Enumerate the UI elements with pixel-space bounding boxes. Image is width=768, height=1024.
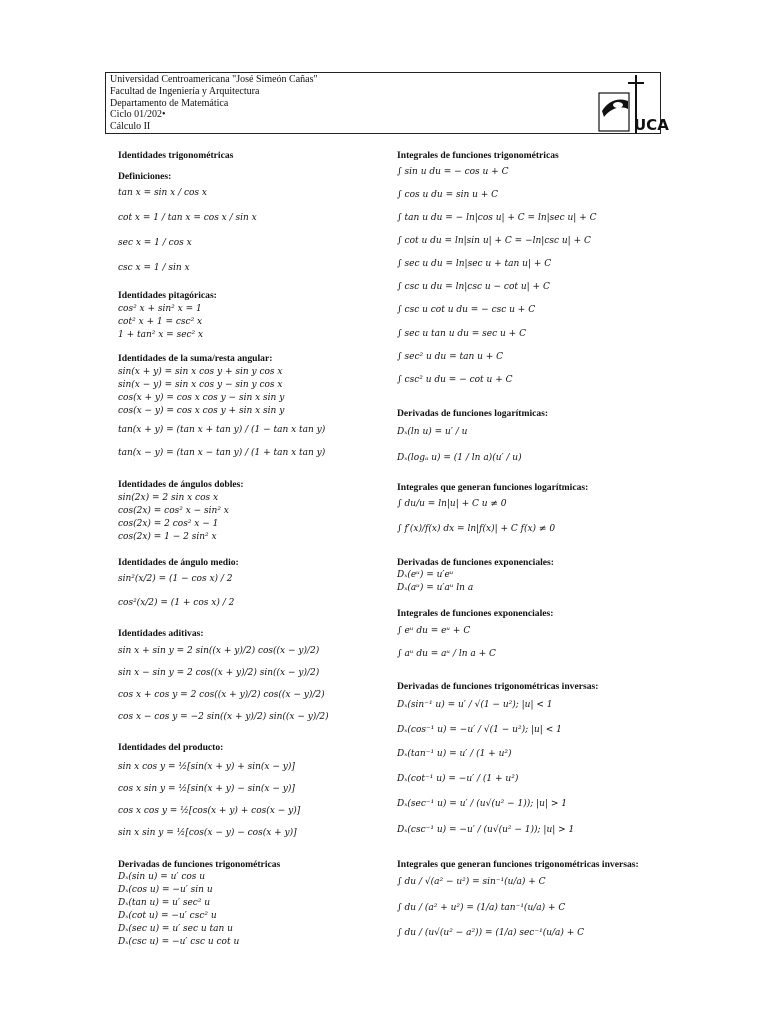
double-identity: cos(2x) = 2 cos² x − 1 — [118, 519, 219, 529]
trig-integral: ∫ sec² u du = tan u + C — [397, 352, 504, 362]
sum-identity: tan(x + y) = (tan x + tan y) / (1 − tan x tan y) — [118, 425, 326, 435]
faculty-name: Facultad de Ingeniería y Arquitectura — [110, 85, 260, 97]
product-title: Identidades del producto: — [118, 742, 224, 753]
exp-derivatives-title: Derivadas de funciones exponenciales: — [397, 557, 554, 568]
sum-identity: cos(x + y) = cos x cos y − sin x sin y — [118, 393, 285, 403]
trig-derivative: Dₓ(csc u) = −u′ csc u cot u — [118, 937, 240, 947]
exp-derivative: Dₓ(eᵘ) = u′eᵘ — [397, 570, 454, 580]
def-tan: tan x = sin x / cos x — [118, 188, 207, 198]
log-integral: ∫ du/u = ln|u| + C u ≠ 0 — [397, 499, 507, 509]
log-derivative: Dₓ(ln u) = u′ / u — [397, 427, 468, 437]
exp-integrals-title: Integrales de funciones exponenciales: — [397, 608, 554, 619]
def-sec: sec x = 1 / cos x — [118, 238, 192, 248]
inverse-trig-integral: ∫ du / (a² + u²) = (1/a) tan⁻¹(u/a) + C — [397, 903, 566, 913]
definitions-title: Definiciones: — [118, 171, 172, 182]
additive-identity: cos x − cos y = −2 sin((x + y)/2) sin((x − y)/2) — [118, 712, 329, 722]
uca-logo-icon — [598, 75, 669, 134]
logo-text: UCA — [634, 116, 669, 134]
double-identity: cos(2x) = cos² x − sin² x — [118, 506, 229, 516]
trig-integral: ∫ sec u tan u du = sec u + C — [397, 329, 526, 339]
exp-integral: ∫ aᵘ du = aᵘ / ln a + C — [397, 649, 496, 659]
trig-derivative: Dₓ(sec u) = u′ sec u tan u — [118, 924, 233, 934]
def-csc: csc x = 1 / sin x — [118, 263, 190, 273]
inverse-trig-integral: ∫ du / (u√(u² − a²)) = (1/a) sec⁻¹(u/a) + C — [397, 928, 585, 938]
additive-identity: sin x + sin y = 2 sin((x + y)/2) cos((x − y)/2) — [118, 646, 320, 656]
cycle-label: Ciclo 01/202• — [110, 109, 166, 121]
department-name: Departamento de Matemática — [110, 97, 229, 109]
inverse-trig-integrals-title: Integrales que generan funciones trigonométricas inversas: — [397, 859, 639, 870]
double-angle-title: Identidades de ángulos dobles: — [118, 479, 244, 490]
trig-derivative: Dₓ(tan u) = u′ sec² u — [118, 898, 211, 908]
sum-identity: sin(x − y) = sin x cos y − sin y cos x — [118, 380, 283, 390]
additive-identity: cos x + cos y = 2 cos((x + y)/2) cos((x − y)/2) — [118, 690, 325, 700]
product-identity: cos x sin y = ½[sin(x + y) − sin(x − y)] — [118, 784, 295, 794]
trig-integrals-title: Integrales de funciones trigonométricas — [397, 150, 559, 161]
institution-block — [110, 74, 318, 133]
sum-identity: tan(x − y) = (tan x − tan y) / (1 + tan x tan y) — [118, 448, 326, 458]
trig-integral: ∫ tan u du = − ln|cos u| + C = ln|sec u| + C — [397, 213, 597, 223]
log-integral: ∫ f′(x)/f(x) dx = ln|f(x)| + C f(x) ≠ 0 — [397, 524, 556, 534]
inverse-trig-derivative: Dₓ(cot⁻¹ u) = −u′ / (1 + u²) — [397, 774, 519, 784]
inverse-trig-derivative: Dₓ(cos⁻¹ u) = −u′ / √(1 − u²); |u| < 1 — [397, 725, 562, 735]
inverse-trig-derivative: Dₓ(csc⁻¹ u) = −u′ / (u√(u² − 1)); |u| > 1 — [397, 825, 575, 835]
trig-derivative: Dₓ(cos u) = −u′ sin u — [118, 885, 213, 895]
trig-integral: ∫ cot u du = ln|sin u| + C = −ln|csc u| + C — [397, 236, 591, 246]
trig-integral: ∫ csc² u du = − cot u + C — [397, 375, 513, 385]
sum-angle-title: Identidades de la suma/resta angular: — [118, 353, 273, 364]
additive-identity: sin x − sin y = 2 cos((x + y)/2) sin((x − y)/2) — [118, 668, 320, 678]
trig-integral: ∫ cos u du = sin u + C — [397, 190, 499, 200]
inverse-trig-derivative: Dₓ(tan⁻¹ u) = u′ / (1 + u²) — [397, 749, 512, 759]
inverse-trig-derivative: Dₓ(sec⁻¹ u) = u′ / (u√(u² − 1)); |u| > 1 — [397, 799, 568, 809]
document-header — [105, 72, 669, 134]
inverse-trig-integral: ∫ du / √(a² − u²) = sin⁻¹(u/a) + C — [397, 877, 546, 887]
sum-identity: sin(x + y) = sin x cos y + sin y cos x — [118, 367, 283, 377]
additive-title: Identidades aditivas: — [118, 628, 204, 639]
trig-integral: ∫ csc u cot u du = − csc u + C — [397, 305, 536, 315]
course-name: Cálculo II — [110, 121, 151, 133]
double-identity: cos(2x) = 1 − 2 sin² x — [118, 532, 217, 542]
half-identity: sin²(x/2) = (1 − cos x) / 2 — [118, 574, 233, 584]
half-angle-title: Identidades de ángulo medio: — [118, 557, 239, 568]
product-identity: sin x cos y = ½[sin(x + y) + sin(x − y)] — [118, 762, 295, 772]
def-cot: cot x = 1 / tan x = cos x / sin x — [118, 213, 257, 223]
trig-derivative: Dₓ(cot u) = −u′ csc² u — [118, 911, 217, 921]
trig-derivative: Dₓ(sin u) = u′ cos u — [118, 872, 206, 882]
pyth-identity: 1 + tan² x = sec² x — [118, 330, 204, 340]
pyth-identity: cos² x + sin² x = 1 — [118, 304, 202, 314]
inverse-trig-derivative: Dₓ(sin⁻¹ u) = u′ / √(1 − u²); |u| < 1 — [397, 700, 553, 710]
trig-integral: ∫ csc u du = ln|csc u − cot u| + C — [397, 282, 550, 292]
pythagorean-title: Identidades pitagóricas: — [118, 290, 217, 301]
double-identity: sin(2x) = 2 sin x cos x — [118, 493, 219, 503]
pyth-identity: cot² x + 1 = csc² x — [118, 317, 203, 327]
exp-derivative: Dₓ(aᵘ) = u′aᵘ ln a — [397, 583, 474, 593]
trig-derivatives-title: Derivadas de funciones trigonométricas — [118, 859, 281, 870]
half-identity: cos²(x/2) = (1 + cos x) / 2 — [118, 598, 235, 608]
product-identity: sin x sin y = ½[cos(x − y) − cos(x + y)] — [118, 828, 297, 838]
trig-integral: ∫ sec u du = ln|sec u + tan u| + C — [397, 259, 552, 269]
product-identity: cos x cos y = ½[cos(x + y) + cos(x − y)] — [118, 806, 301, 816]
trig-identities-title: Identidades trigonométricas — [118, 150, 234, 161]
log-derivative: Dₓ(logₐ u) = (1 / ln a)(u′ / u) — [397, 453, 522, 463]
log-integrals-title: Integrales que generan funciones logarítmicas: — [397, 482, 589, 493]
log-derivatives-title: Derivadas de funciones logarítmicas: — [397, 408, 549, 419]
sum-identity: cos(x − y) = cos x cos y + sin x sin y — [118, 406, 285, 416]
exp-integral: ∫ eᵘ du = eᵘ + C — [397, 626, 471, 636]
inverse-trig-derivatives-title: Derivadas de funciones trigonométricas inversas: — [397, 681, 599, 692]
university-name: Universidad Centroamericana "José Simeón Cañas" — [110, 74, 318, 85]
trig-integral: ∫ sin u du = − cos u + C — [397, 167, 509, 177]
